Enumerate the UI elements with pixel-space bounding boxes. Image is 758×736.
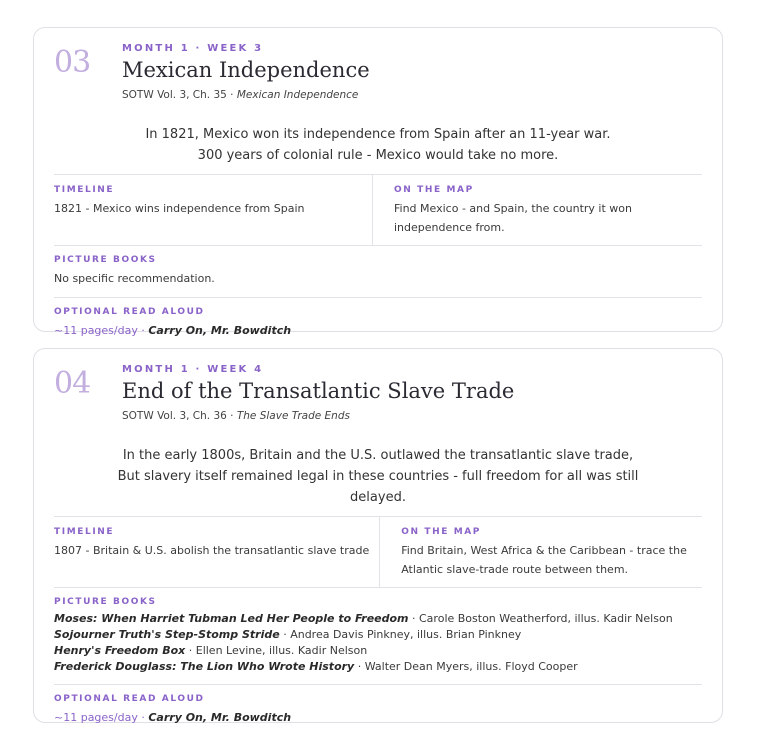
map-label: ON THE MAP (394, 185, 474, 195)
week-card (33, 27, 723, 337)
card-header (34, 349, 722, 422)
lesson-number: 04 (54, 366, 91, 401)
map-text: Find Britain, West Africa & the Caribbean - trace the Atlantic slave-trade route between them. (401, 544, 687, 576)
picture-books-label: PICTURE BOOKS (54, 597, 157, 607)
month-week-label: MONTH 1 · WEEK 4 (122, 364, 264, 375)
timeline-text: 1807 - Britain & U.S. abolish the transatlantic slave trade (54, 544, 370, 557)
week-card (33, 348, 723, 723)
timeline-section (54, 517, 380, 587)
lesson-title: End of the Transatlantic Slave Trade (122, 379, 515, 403)
source-reference: SOTW Vol. 3, Ch. 35 · Mexican Independence (122, 89, 359, 101)
read-aloud-section (54, 297, 702, 349)
list-item: Henry's Freedom Box · Ellen Levine, illus. Kadir Nelson (54, 644, 368, 657)
timeline-map-row (54, 516, 702, 587)
map-text: Find Mexico - and Spain, the country it won independence from. (394, 202, 632, 234)
lesson-number: 03 (54, 45, 91, 80)
timeline-label: TIMELINE (54, 527, 115, 537)
lesson-summary: In 1821, Mexico won its independence from Spain after an 11-year war. 300 years of colonial rule - Mexico would take no more. (145, 127, 611, 163)
lesson-title: Mexican Independence (122, 58, 370, 82)
list-item: Frederick Douglass: The Lion Who Wrote History · Walter Dean Myers, illus. Floyd Cooper (54, 660, 578, 673)
read-aloud-section (54, 684, 702, 736)
read-aloud-pace: ~11 pages/day · (54, 324, 149, 337)
timeline-label: TIMELINE (54, 185, 115, 195)
read-aloud-text (54, 708, 702, 727)
chapter-title: The Slave Trade Ends (236, 410, 350, 422)
read-aloud-book: Carry On, Mr. Bowditch (148, 711, 292, 724)
read-aloud-label: OPTIONAL READ ALOUD (54, 307, 205, 317)
month-week-label: MONTH 1 · WEEK 3 (122, 43, 264, 54)
card-header (34, 28, 722, 101)
read-aloud-pace: ~11 pages/day · (54, 711, 149, 724)
picture-books-note: No specific recommendation. (54, 272, 215, 285)
timeline-map-row (54, 174, 702, 245)
read-aloud-label: OPTIONAL READ ALOUD (54, 694, 205, 704)
picture-books-section (54, 587, 702, 684)
lesson-summary: In the early 1800s, Britain and the U.S. outlawed the transatlantic slave trade, But slavery itself remained legal in these countries - full freedom for all was still delayed. (117, 448, 639, 505)
chapter-title: Mexican Independence (236, 89, 359, 101)
read-aloud-text (54, 321, 702, 340)
picture-books-list (54, 611, 702, 675)
map-section (380, 517, 702, 587)
map-section (373, 175, 702, 245)
picture-books-label: PICTURE BOOKS (54, 255, 157, 265)
timeline-section (54, 175, 373, 245)
picture-books-section (54, 245, 702, 297)
read-aloud-book: Carry On, Mr. Bowditch (148, 324, 292, 337)
map-label: ON THE MAP (401, 527, 482, 537)
list-item: Moses: When Harriet Tubman Led Her People to Freedom · Carole Boston Weatherford, illus. Kadir Nelson (54, 612, 673, 625)
source-reference: SOTW Vol. 3, Ch. 36 · The Slave Trade Ends (122, 410, 350, 422)
timeline-text: 1821 - Mexico wins independence from Spain (54, 202, 305, 215)
list-item: Sojourner Truth's Step-Stomp Stride · Andrea Davis Pinkney, illus. Brian Pinkney (54, 628, 522, 641)
